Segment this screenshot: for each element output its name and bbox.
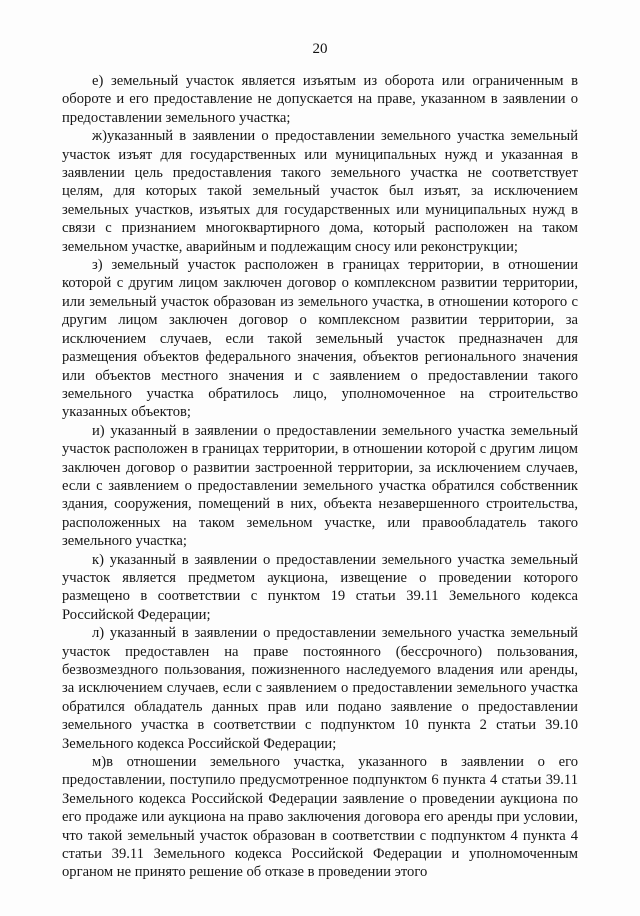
paragraph-zh: ж)указанный в заявлении о предоставлении земельного участка земельный участок изъят для государственных или муниципальных нужд и указанная в заявлении цель предоставления такого земельного участка не соответствует целям, для которых такой земельный участок был изъят, за исключением земельных участков, изъятых для государственных или муниципальных нужд в связи с признанием многоквартирного дома, который расположен на таком земельном участке, аварийным и подлежащим сносу или реконструкции; bbox=[62, 128, 578, 255]
paragraph-e: е) земельный участок является изъятым из оборота или ограниченным в обороте и его предоставление не допускается на праве, указанном в заявлении о предоставлении земельного участка; bbox=[62, 73, 578, 126]
paragraph-l: л) указанный в заявлении о предоставлении земельного участка земельный участок предоставлен на праве постоянного (бессрочного) пользования, безвозмездного пользования, пожизненного наследуемого владения или аренды, за исключением случаев, если с заявлением о предоставлении земельного участка обратился обладатель данных прав или подано заявление о предоставлении земельного участка в соответствии с подпунктом 10 пункта 2 статьи 39.10 Земельного кодекса Российской Федерации; bbox=[62, 625, 578, 752]
paragraph-k: к) указанный в заявлении о предоставлении земельного участка земельный участок является предметом аукциона, извещение о проведении которого размещено в соответствии с пунктом 19 статьи 39.11 Земельного кодекса Российской Федерации; bbox=[62, 551, 578, 623]
page-number: 20 bbox=[312, 41, 328, 57]
paragraph-m: м)в отношении земельного участка, указанного в заявлении о его предоставлении, поступило предусмотренное подпунктом 6 пункта 4 статьи 39.11 Земельного кодекса Российской Федерации заявление о проведении аукциона по его продаже или аукциона на право заключения договора его аренды при условии, что такой земельный участок образован в соответствии с подпунктом 4 пункта 4 статьи 39.11 Земельного кодекса Российской Федерации и уполномоченным органом не принято решение об отказе в проведении этого bbox=[62, 754, 578, 881]
document-body bbox=[62, 72, 578, 882]
paragraph-i: и) указанный в заявлении о предоставлении земельного участка земельный участок расположен в границах территории, в отношении которой с другим лицом заключен договор о развитии застроенной территории, за исключением случаев, если с заявлением о предоставлении земельного участка обратился собственник здания, сооружения, помещений в них, объекта незавершенного строительства, расположенных на таком земельном участке, или правообладатель такого земельного участка; bbox=[62, 422, 578, 550]
paragraph-z: з) земельный участок расположен в границах территории, в отношении которой с другим лицом заключен договор о комплексном развитии территории, или земельный участок образован из земельного участка, в отношении которого с другим лицом заключен договор о комплексном развитии территории, за исключением случаев, если такой земельный участок предназначен для размещения объектов федерального значения, объектов регионального значения или объектов местного значения и с заявлением о предоставлении такого земельного участка обратилось лицо, уполномоченное на строительство указанных объектов; bbox=[62, 257, 578, 421]
